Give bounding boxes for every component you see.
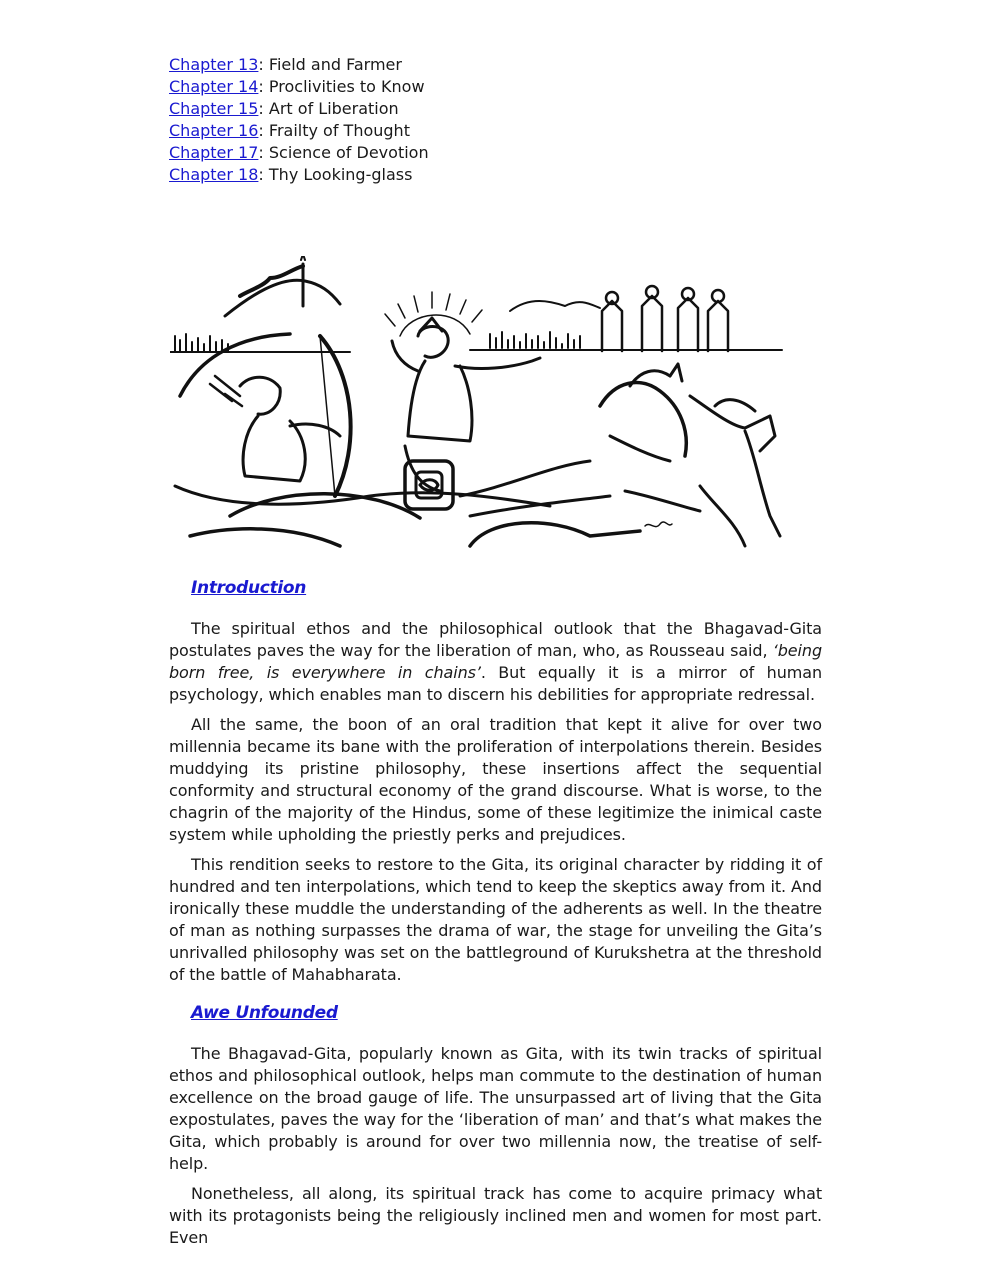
toc-row (169, 164, 429, 186)
introduction-heading[interactable]: Introduction (191, 578, 307, 598)
paragraph: Nonetheless, all along, its spiritual track has come to acquire primacy what with its protagonists being the religiously inclined men and women for most part. Even (169, 1184, 822, 1247)
chapter-title: : Thy Looking-glass (258, 165, 413, 184)
toc-row (169, 120, 429, 142)
chapter-18-link[interactable]: Chapter 18 (169, 165, 259, 184)
paragraph-text: The spiritual ethos and the philosophical outlook that the Bhagavad-Gita postulates paves the way for the liberation of man, who, as Rousseau said, (169, 619, 822, 660)
chariot-illustration (170, 256, 784, 556)
toc-row (169, 142, 429, 164)
chapter-13-link[interactable]: Chapter 13 (169, 55, 259, 74)
chapter-title: : Frailty of Thought (258, 121, 410, 140)
paragraph: This rendition seeks to restore to the Gita, its original character by ridding it of hundred and ten interpolations, which tend to keep the skeptics away from it. And ironically these muddle the understanding of the adherents as well. In the theatre of man as nothing surpasses the drama of war, the stage for unveiling the Gita’s unrivalled philosophy was set on the battleground of Kurukshetra at the threshold of the battle of Mahabharata. (169, 855, 822, 984)
toc-row (169, 54, 429, 76)
chapter-14-link[interactable]: Chapter 14 (169, 77, 259, 96)
chapter-title: : Field and Farmer (258, 55, 402, 74)
toc-row (169, 98, 429, 120)
paragraph: All the same, the boon of an oral tradition that kept it alive for over two millennia became its bane with the proliferation of interpolations therein. Besides muddying its pristine philosophy, these insertions affect the sequential conformity and structural economy of the grand discourse. What is worse, to the chagrin of the majority of the Hindus, some of these legitimize the inimical caste system while upholding the priestly perks and prejudices. (169, 715, 822, 844)
paragraph (169, 618, 822, 706)
awe-unfounded-body (169, 1043, 822, 1257)
chapter-title: : Proclivities to Know (258, 77, 425, 96)
chapter-15-link[interactable]: Chapter 15 (169, 99, 259, 118)
paragraph: The Bhagavad-Gita, popularly known as Gita, with its twin tracks of spiritual ethos and philosophical outlook, helps man commute to the destination of human excellence on the broad gauge of life. The unsurpassed art of living that the Gita expostulates, paves the way for the ‘liberation of man’ and that’s what makes the Gita, which probably is around for over two millennia now, the treatise of self-help. (169, 1044, 822, 1173)
chapter-title: : Art of Liberation (258, 99, 399, 118)
rousseau-quote: ‘being born free, is everywhere in chains’ (169, 641, 822, 682)
awe-unfounded-heading[interactable]: Awe Unfounded (191, 1003, 338, 1023)
paragraph-text: . But equally it is a mirror of human psychology, which enables man to discern his debilities for appropriate redressal. (169, 663, 822, 704)
toc-row (169, 76, 429, 98)
chapter-17-link[interactable]: Chapter 17 (169, 143, 259, 162)
chapter-16-link[interactable]: Chapter 16 (169, 121, 259, 140)
introduction-body (169, 618, 822, 994)
chapter-list (169, 54, 429, 186)
chapter-title: : Science of Devotion (258, 143, 429, 162)
